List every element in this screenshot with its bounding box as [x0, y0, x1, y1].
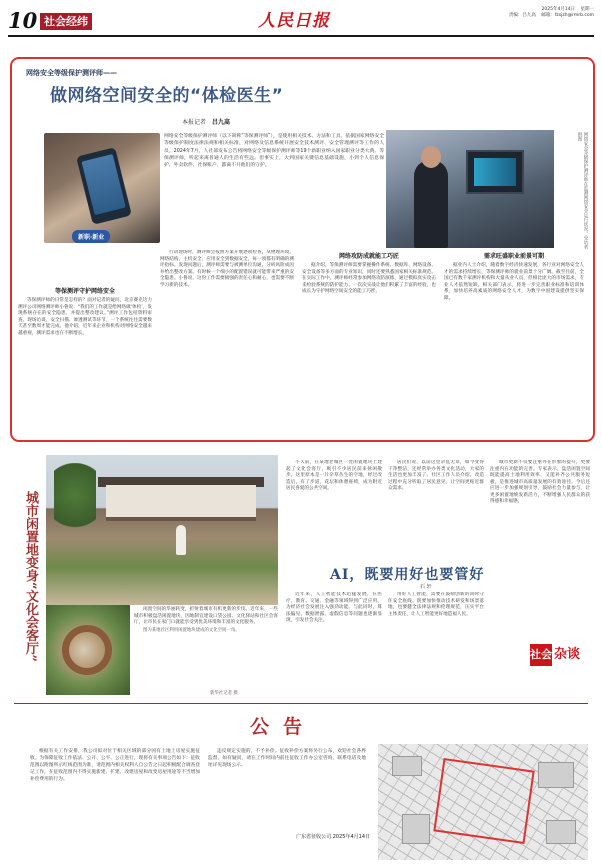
newspaper-masthead: 人民日报 [258, 11, 330, 31]
section-label: 社会经纬 [40, 13, 92, 30]
building-shape [106, 485, 256, 521]
map-block [402, 814, 430, 844]
notice-map[interactable] [378, 744, 588, 860]
page-header [0, 0, 602, 40]
lead-byline [182, 117, 230, 126]
notice-text: 根据有关工作安排，我公司拟对位于相关区域的部分国有土地上房屋实施征收。为保障征收工作依法、公开、公平、公正进行，现将有关事项公告如下：征收范围以附图所示红线范围为准，请范围内相关权利人自公告之日起积极配合调查登记工作，在征收范围内不得实施新建、扩建、改建房屋和改变房屋用途等不当增加补偿费用的行为。 [30, 749, 200, 782]
column-tag-society: 社会 [530, 644, 552, 666]
issue-date: 2025年4月14日 [541, 7, 576, 12]
lead-headline[interactable]: 做网络空间安全的“体检医生” [50, 86, 284, 106]
ai-column-2 [388, 592, 484, 698]
ai-column-1 [286, 592, 382, 698]
lead-column-3 [302, 250, 436, 436]
phone-illustration [76, 147, 132, 225]
column-heading: 等保测评守护网络安全 [54, 288, 115, 295]
notice-title[interactable]: 公告 [250, 716, 317, 738]
map-block [546, 820, 576, 844]
header-divider [8, 35, 594, 37]
column-tag [530, 644, 590, 666]
map-block [392, 756, 422, 776]
column-tag-commentary: 杂谈 [554, 647, 581, 662]
editor-email[interactable]: 邮箱：fzsjzh@rmrb.com [541, 13, 594, 18]
notice-divider [14, 703, 588, 704]
editor-credit: 责编：吕九高 [508, 13, 536, 18]
lead-intro: 网络安全等级保护测评师（以下简称“等保测评师”），是使用相关技术、方法和工具，依据国家网络安全等级保护制度法律法规和相关标准，对网络及信息系统开展安全技术测评、安全管理测评等工作的人员。2024年7月，人社部发布公告将网络安全等级保护测评师等19个新职业纳入国家职业分类大典。等保测评师，听起来离普通人的生活有些远。但事实上，大到国家关键信息基础设施，小到个人信息保护、外卖软件、社保账户，都离不开他们的守护。 [164, 134, 384, 169]
middle-column-2 [388, 460, 484, 552]
middle-text: 城市更新不仅要注重外在形象的提升，更要注重内在功能的完善。专家表示，盘活闲置空间既能提高土地利用效率，又能补齐公共服务短板，是推进城市高质量发展的有效途径。今后还应进一步加强规划引导，鼓励社会力量参与，让更多闲置地焕发新活力，不断增强人民群众的获得感和幸福感。 [490, 460, 590, 504]
column-text: 等保测评师的日常是怎样的？面对记者的疑问，北京赛克达力测评公司网络测评师小鲁说：“我们的工作就是给网络做‘体检’，发现系统存在的安全隐患，并提出整改建议。”测评工作包括资料审查、现场访谈、安全扫描、渗透测试等环节，一个系统往往需要数天甚至数周才能完成。他介绍，近年来企业和机构对网络安全越来越重视，测评需求也在不断增长。 [18, 298, 152, 336]
lead-column-4 [444, 250, 584, 436]
byline-name: 吕九高 [212, 119, 231, 126]
lead-column-2 [160, 250, 294, 436]
header-meta [404, 7, 594, 19]
ai-article-author: 石 轩 [420, 584, 432, 590]
notice-column-1 [30, 748, 200, 833]
feature-credit: 新华社记者 摄 [210, 691, 238, 696]
page-number: 10 [8, 8, 38, 33]
issue-weekday: 星期一 [580, 7, 594, 12]
feature-body: 闲置空间的华丽转变，折射着城市有机更新的步伐。近年来，一些城市积极盘活闲置地块，因地制宜建设口袋公园、文化驿站和社区会客厅，让市民在家门口就能享受到优美环境和丰富的文化服务。 [134, 607, 278, 626]
map-boundary-outline [433, 758, 534, 844]
tree-shape [54, 463, 96, 543]
notice-text: 违反规定实施的，不予补偿。征收补偿方案将另行公布，欢迎社会各界监督。如有疑问，请在工作时间内前往征收工作办公室咨询，联系电话及地址详见现场公示。 [208, 749, 366, 768]
lead-photo-right[interactable] [386, 130, 554, 248]
notice-column-2 [208, 748, 366, 833]
middle-text: 不久前，在某地老城区一处闲置地块上建起了文化会客厅，吸引不少居民前来休闲散步。这里原本是一片杂草丛生的空地，经过改造后，有了步道、花坛和休憩座椅，成为附近居民喜爱的公共空间。 [286, 460, 382, 491]
lead-column-1 [18, 285, 152, 438]
person-shape [176, 525, 186, 555]
new-profession-badge: 新职·新业 [72, 230, 110, 243]
middle-text: 居民们说，以前这里杂乱无章，如今变得干净整洁，还经常举办各类文化活动，大家的生活也更加丰富了。社区工作人员介绍，改造过程中充分听取了居民意见，让空间更贴近群众需求。 [388, 460, 484, 491]
column-heading: 需求旺盛职业前景可期 [483, 253, 544, 260]
person-head [421, 146, 441, 168]
person-figure [414, 160, 448, 248]
map-block [538, 762, 574, 788]
feature-photo-note: 图为某地社区利用闲置地块建成的文化空间一角。 [143, 627, 240, 633]
middle-column-1 [286, 460, 382, 552]
feature-text [134, 607, 278, 635]
ai-article-title[interactable]: AI，既要用好也要管好 [330, 567, 485, 583]
lead-photo-left[interactable] [44, 133, 160, 243]
ai-text: 用好人工智能，需要在鼓励创新的同时守住安全底线。既要加快推动技术研发和场景落地，也要健全法律法规和伦理规范，压实平台主体责任，让人工智能更好地造福人民。 [388, 592, 484, 617]
byline-label: 本报记者 [182, 119, 207, 126]
column-text: 据业内人士介绍，随着数字经济快速发展，各行业对网络安全人才的需求持续增长，等保测评师的就业前景十分广阔。截至目前，全国已有数千家测评机构和大量从业人员，但相比庞大的市场需求，专业人才依然短缺。相关部门表示，将进一步完善职业标准和培训体系，加快培养高素质的网络安全人才，为数字中国建设提供坚实保障。 [444, 263, 584, 301]
ai-text: 近年来，人工智能技术迅猛发展，在医疗、教育、交通、金融等领域得到广泛应用，为经济社会发展注入强劲动能。与此同时，算法偏见、数据泄露、虚假信息等问题也逐渐显现，引发社会关注。 [286, 592, 382, 623]
column-text: 行动现场时，测评师会按照方案开展逐项检查，从物理环境、网络结构、主机安全、应用安全到数据安全，每一项都有明确的测评指标。发现问题后，测评师需要与被测单位沟通，分析风险成因并给出整改方案。有时候一个细小的配置错误就可能带来严重的安全隐患。小鲁说，这份工作需要极强的责任心和耐心，也需要不断学习新的技术。 [160, 250, 294, 288]
column-heading: 网络攻防成就能工巧匠 [338, 253, 399, 260]
lead-article[interactable] [14, 60, 591, 438]
column-text: 据介绍，等保测评师需要掌握操作系统、数据库、网络设备、安全设备等多方面的专业知识，同时还要熟悉国家相关标准规范。在实际工作中，测评师经常参加网络攻防演练，通过模拟真实攻击来检验系统的防护能力。一次次实战让他们积累了丰富的经验，也成长为守护网络空间安全的能工巧匠。 [302, 263, 436, 294]
feature-photo-inset[interactable] [46, 605, 130, 695]
feature-title[interactable]: 城市闲置地变身“文化会客厅” [23, 491, 38, 662]
lead-photo-caption: 网络安全等级保护测评师在监测网络安全运行状况。受访者供图 [577, 132, 588, 249]
sculpture-ring [62, 625, 112, 675]
notice-signature: 广东省征收公司 2025年4月14日 [296, 834, 370, 840]
lead-kicker: 网络安全等级保护测评师—— [26, 69, 117, 77]
feature-photo-main[interactable] [46, 455, 278, 605]
monitor-screen [466, 150, 524, 194]
